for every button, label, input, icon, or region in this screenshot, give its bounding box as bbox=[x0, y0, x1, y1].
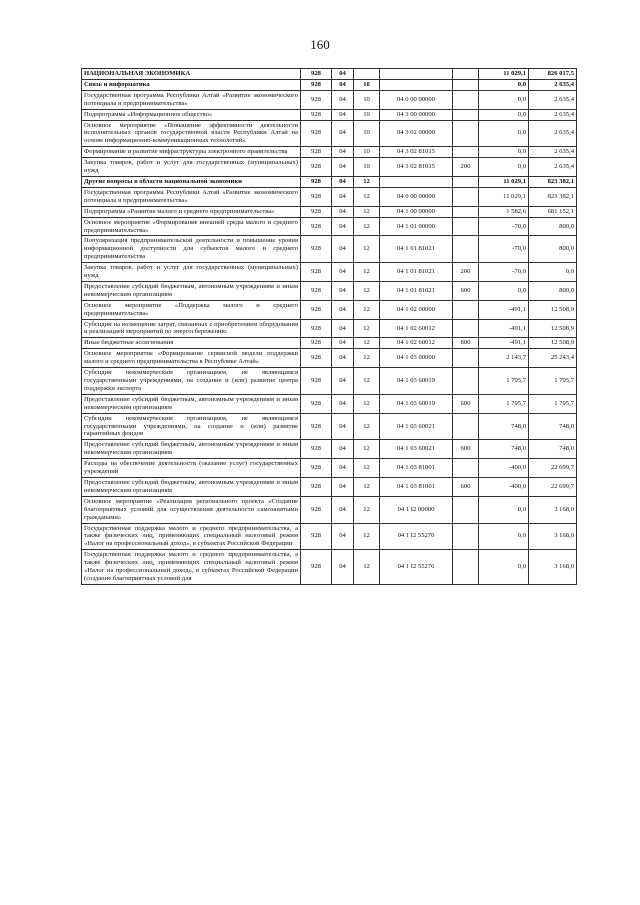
ministry-code-cell: 928 bbox=[301, 90, 332, 109]
section-code-cell: 04 bbox=[332, 90, 354, 109]
ministry-code-cell: 928 bbox=[301, 550, 332, 585]
target-article-cell: 04 1 01 00000 bbox=[380, 217, 453, 236]
amount-change-cell: 0,0 bbox=[479, 90, 529, 109]
table-row bbox=[82, 236, 577, 263]
ministry-code-cell: 928 bbox=[301, 79, 332, 90]
subsection-code-cell: 10 bbox=[354, 147, 380, 158]
section-code-cell: 04 bbox=[332, 206, 354, 217]
table-row bbox=[82, 263, 577, 282]
section-code-cell: 04 bbox=[332, 523, 354, 550]
row-name-cell: Подпрограмма «Информационное общество» bbox=[82, 109, 301, 120]
row-name-cell: Предоставление субсидий бюджетным, автономным учреждениям и иным некоммерческим организациям bbox=[82, 477, 301, 496]
amount-change-cell: 1 582,6 bbox=[479, 206, 529, 217]
expense-kind-cell bbox=[453, 550, 479, 585]
table-row bbox=[82, 338, 577, 349]
section-code-cell: 04 bbox=[332, 300, 354, 319]
section-code-cell: 04 bbox=[332, 263, 354, 282]
ministry-code-cell: 928 bbox=[301, 281, 332, 300]
row-name-cell: Субсидии некоммерческим организациям, не являющимся государственными учреждениями, на создание и (или) развитие центра поддержки экспорта bbox=[82, 368, 301, 395]
expense-kind-cell bbox=[453, 206, 479, 217]
amount-change-cell: 0,0 bbox=[479, 281, 529, 300]
target-article-cell: 04 1 I2 55270 bbox=[380, 523, 453, 550]
table-row bbox=[82, 349, 577, 368]
target-article-cell: 04 1 02 60012 bbox=[380, 319, 453, 338]
amount-change-cell: -491,1 bbox=[479, 319, 529, 338]
table-row bbox=[82, 217, 577, 236]
row-name-cell: Предоставление субсидий бюджетным, автономным учреждениям и иным некоммерческим организациям bbox=[82, 394, 301, 413]
table-row bbox=[82, 176, 577, 187]
expense-kind-cell bbox=[453, 69, 479, 80]
target-article-cell: 04 3 02 81015 bbox=[380, 147, 453, 158]
row-name-cell: Подпрограмма «Развитие малого и среднего предпринимательства» bbox=[82, 206, 301, 217]
row-name-cell: Закупка товаров, работ и услуг для государственных (муниципальных) нужд bbox=[82, 263, 301, 282]
ministry-code-cell: 928 bbox=[301, 236, 332, 263]
amount-change-cell: -70,0 bbox=[479, 236, 529, 263]
amount-change-cell: -70,0 bbox=[479, 217, 529, 236]
table-row bbox=[82, 281, 577, 300]
section-code-cell: 04 bbox=[332, 176, 354, 187]
subsection-code-cell: 12 bbox=[354, 440, 380, 459]
amount-total-cell: 823 382,1 bbox=[529, 187, 577, 206]
expense-kind-cell bbox=[453, 319, 479, 338]
row-name-cell: НАЦИОНАЛЬНАЯ ЭКОНОМИКА bbox=[82, 69, 301, 80]
target-article-cell: 04 1 03 60019 bbox=[380, 368, 453, 395]
row-name-cell: Расходы на обеспечение деятельности (оказание услуг) государственных учреждений bbox=[82, 459, 301, 478]
row-name-cell: Основное мероприятие «Повышение эффективности деятельности исполнительных органов государственной власти Республики Алтай на основе информационно-коммуникационных технологий» bbox=[82, 120, 301, 147]
ministry-code-cell: 928 bbox=[301, 440, 332, 459]
table-row bbox=[82, 79, 577, 90]
row-name-cell: Иные бюджетные ассигнования bbox=[82, 338, 301, 349]
section-code-cell: 04 bbox=[332, 109, 354, 120]
expense-kind-cell bbox=[453, 368, 479, 395]
subsection-code-cell: 10 bbox=[354, 109, 380, 120]
expense-kind-cell bbox=[453, 147, 479, 158]
expense-kind-cell bbox=[453, 300, 479, 319]
row-name-cell: Государственная поддержка малого и среднего предпринимательства, а также физических лиц, применяющих специальный налоговый режим «Налог на профессиональный доход», в субъектах Российской Федерации (создание благоприятных условий для bbox=[82, 550, 301, 585]
expense-kind-cell: 200 bbox=[453, 263, 479, 282]
subsection-code-cell: 10 bbox=[354, 90, 380, 109]
section-code-cell: 04 bbox=[332, 477, 354, 496]
row-name-cell: Основное мероприятие «Реализация регионального проекта «Создание благоприятных условий для осуществления деятельности самозанятыми гражданами» bbox=[82, 496, 301, 523]
amount-change-cell: 0,0 bbox=[479, 109, 529, 120]
section-code-cell: 04 bbox=[332, 413, 354, 440]
subsection-code-cell: 12 bbox=[354, 496, 380, 523]
amount-total-cell: 22 699,7 bbox=[529, 459, 577, 478]
amount-change-cell: 748,0 bbox=[479, 440, 529, 459]
expense-kind-cell: 600 bbox=[453, 394, 479, 413]
subsection-code-cell: 12 bbox=[354, 394, 380, 413]
table-row bbox=[82, 206, 577, 217]
table-row bbox=[82, 90, 577, 109]
target-article-cell: 04 1 03 60021 bbox=[380, 413, 453, 440]
target-article-cell: 04 1 01 81021 bbox=[380, 263, 453, 282]
ministry-code-cell: 928 bbox=[301, 120, 332, 147]
amount-change-cell: -491,1 bbox=[479, 338, 529, 349]
amount-total-cell: 0,0 bbox=[529, 263, 577, 282]
table-row bbox=[82, 187, 577, 206]
amount-total-cell: 2 635,4 bbox=[529, 158, 577, 177]
row-name-cell: Закупка товаров, работ и услуг для государственных (муниципальных) нужд bbox=[82, 158, 301, 177]
target-article-cell: 04 3 00 00000 bbox=[380, 109, 453, 120]
section-code-cell: 04 bbox=[332, 440, 354, 459]
subsection-code-cell: 12 bbox=[354, 263, 380, 282]
target-article-cell: 04 3 02 81015 bbox=[380, 158, 453, 177]
section-code-cell: 04 bbox=[332, 236, 354, 263]
target-article-cell bbox=[380, 69, 453, 80]
row-name-cell: Связь и информатика bbox=[82, 79, 301, 90]
target-article-cell: 04 1 02 00000 bbox=[380, 300, 453, 319]
section-code-cell: 04 bbox=[332, 368, 354, 395]
subsection-code-cell: 12 bbox=[354, 523, 380, 550]
amount-total-cell: 2 635,4 bbox=[529, 90, 577, 109]
target-article-cell bbox=[380, 79, 453, 90]
target-article-cell: 04 1 03 00000 bbox=[380, 349, 453, 368]
subsection-code-cell: 12 bbox=[354, 300, 380, 319]
ministry-code-cell: 928 bbox=[301, 413, 332, 440]
expense-kind-cell bbox=[453, 496, 479, 523]
row-name-cell: Основное мероприятие «Формирование внешней среды малого и среднего предпринимательства» bbox=[82, 217, 301, 236]
table-row bbox=[82, 413, 577, 440]
ministry-code-cell: 928 bbox=[301, 349, 332, 368]
row-name-cell: Другие вопросы в области национальной экономики bbox=[82, 176, 301, 187]
table-row bbox=[82, 523, 577, 550]
ministry-code-cell: 928 bbox=[301, 338, 332, 349]
target-article-cell: 04 1 01 81021 bbox=[380, 236, 453, 263]
target-article-cell: 04 1 I2 00000 bbox=[380, 496, 453, 523]
amount-change-cell: -400,0 bbox=[479, 477, 529, 496]
subsection-code-cell: 12 bbox=[354, 176, 380, 187]
amount-total-cell: 3 168,0 bbox=[529, 550, 577, 585]
ministry-code-cell: 928 bbox=[301, 459, 332, 478]
subsection-code-cell: 12 bbox=[354, 319, 380, 338]
amount-total-cell: 826 017,5 bbox=[529, 69, 577, 80]
target-article-cell bbox=[380, 176, 453, 187]
target-article-cell: 04 0 00 00000 bbox=[380, 187, 453, 206]
table-body bbox=[82, 69, 577, 585]
amount-change-cell: 0,0 bbox=[479, 550, 529, 585]
amount-change-cell: 0,0 bbox=[479, 496, 529, 523]
amount-total-cell: 1 795,7 bbox=[529, 394, 577, 413]
section-code-cell: 04 bbox=[332, 394, 354, 413]
subsection-code-cell: 12 bbox=[354, 281, 380, 300]
target-article-cell: 04 1 02 60012 bbox=[380, 338, 453, 349]
amount-total-cell: 800,0 bbox=[529, 281, 577, 300]
amount-change-cell: 0,0 bbox=[479, 158, 529, 177]
amount-change-cell: -400,0 bbox=[479, 459, 529, 478]
subsection-code-cell: 12 bbox=[354, 349, 380, 368]
amount-total-cell: 22 699,7 bbox=[529, 477, 577, 496]
subsection-code-cell: 12 bbox=[354, 459, 380, 478]
subsection-code-cell: 12 bbox=[354, 477, 380, 496]
amount-total-cell: 800,0 bbox=[529, 217, 577, 236]
section-code-cell: 04 bbox=[332, 79, 354, 90]
ministry-code-cell: 928 bbox=[301, 158, 332, 177]
amount-change-cell: 0,0 bbox=[479, 147, 529, 158]
expense-kind-cell bbox=[453, 217, 479, 236]
amount-total-cell: 2 635,4 bbox=[529, 147, 577, 158]
section-code-cell: 04 bbox=[332, 550, 354, 585]
target-article-cell: 04 1 03 81001 bbox=[380, 459, 453, 478]
expense-kind-cell bbox=[453, 120, 479, 147]
amount-total-cell: 800,0 bbox=[529, 236, 577, 263]
target-article-cell: 04 1 I2 55276 bbox=[380, 550, 453, 585]
section-code-cell: 04 bbox=[332, 281, 354, 300]
table-row bbox=[82, 394, 577, 413]
amount-change-cell: 2 143,7 bbox=[479, 349, 529, 368]
amount-change-cell: 0,0 bbox=[479, 120, 529, 147]
amount-total-cell: 3 168,0 bbox=[529, 523, 577, 550]
row-name-cell: Предоставление субсидий бюджетным, автономным учреждениям и иным некоммерческим организациям bbox=[82, 440, 301, 459]
subsection-code-cell: 10 bbox=[354, 79, 380, 90]
target-article-cell: 04 1 03 81001 bbox=[380, 477, 453, 496]
ministry-code-cell: 928 bbox=[301, 394, 332, 413]
expense-kind-cell bbox=[453, 109, 479, 120]
section-code-cell: 04 bbox=[332, 338, 354, 349]
section-code-cell: 04 bbox=[332, 120, 354, 147]
target-article-cell: 04 1 01 81021 bbox=[380, 281, 453, 300]
row-name-cell: Субсидии на возмещение затрат, связанных с приобретением оборудования и реализацией мероприятий по энергосбережению bbox=[82, 319, 301, 338]
row-name-cell: Основное мероприятие «Формирование сервисной модели поддержки малого и среднего предпринимательства в Республике Алтай» bbox=[82, 349, 301, 368]
subsection-code-cell: 12 bbox=[354, 413, 380, 440]
row-name-cell: Предоставление субсидий бюджетным, автономным учреждениям и иным некоммерческим организациям bbox=[82, 281, 301, 300]
expense-kind-cell bbox=[453, 187, 479, 206]
expense-kind-cell: 600 bbox=[453, 477, 479, 496]
amount-change-cell: 11 029,1 bbox=[479, 187, 529, 206]
subsection-code-cell: 12 bbox=[354, 217, 380, 236]
subsection-code-cell: 10 bbox=[354, 120, 380, 147]
expense-kind-cell bbox=[453, 413, 479, 440]
section-code-cell: 04 bbox=[332, 459, 354, 478]
table-row bbox=[82, 368, 577, 395]
ministry-code-cell: 928 bbox=[301, 523, 332, 550]
expense-kind-cell bbox=[453, 459, 479, 478]
ministry-code-cell: 928 bbox=[301, 187, 332, 206]
expense-kind-cell bbox=[453, 90, 479, 109]
table-row bbox=[82, 477, 577, 496]
amount-total-cell: 25 243,4 bbox=[529, 349, 577, 368]
target-article-cell: 04 1 03 60021 bbox=[380, 440, 453, 459]
subsection-code-cell: 10 bbox=[354, 158, 380, 177]
amount-total-cell: 2 635,4 bbox=[529, 79, 577, 90]
target-article-cell: 04 0 00 00000 bbox=[380, 90, 453, 109]
amount-total-cell: 12 508,9 bbox=[529, 319, 577, 338]
amount-total-cell: 823 382,1 bbox=[529, 176, 577, 187]
expense-kind-cell: 600 bbox=[453, 281, 479, 300]
ministry-code-cell: 928 bbox=[301, 477, 332, 496]
amount-change-cell: -491,1 bbox=[479, 300, 529, 319]
row-name-cell: Государственная поддержка малого и среднего предпринимательства, а также физических лиц, применяющих специальный налоговый режим «Налог на профессиональный доход», в субъектах Российской Федерации bbox=[82, 523, 301, 550]
amount-total-cell: 2 635,4 bbox=[529, 109, 577, 120]
subsection-code-cell bbox=[354, 69, 380, 80]
amount-change-cell: 11 029,1 bbox=[479, 69, 529, 80]
amount-total-cell: 3 168,0 bbox=[529, 496, 577, 523]
subsection-code-cell: 12 bbox=[354, 338, 380, 349]
expense-kind-cell bbox=[453, 236, 479, 263]
amount-change-cell: 1 795,7 bbox=[479, 394, 529, 413]
table-row bbox=[82, 69, 577, 80]
ministry-code-cell: 928 bbox=[301, 300, 332, 319]
section-code-cell: 04 bbox=[332, 319, 354, 338]
ministry-code-cell: 928 bbox=[301, 147, 332, 158]
ministry-code-cell: 928 bbox=[301, 368, 332, 395]
amount-change-cell: 0,0 bbox=[479, 523, 529, 550]
table-row bbox=[82, 459, 577, 478]
section-code-cell: 04 bbox=[332, 496, 354, 523]
table-row bbox=[82, 550, 577, 585]
expense-kind-cell: 200 bbox=[453, 158, 479, 177]
target-article-cell: 04 3 02 00000 bbox=[380, 120, 453, 147]
section-code-cell: 04 bbox=[332, 217, 354, 236]
row-name-cell: Государственная программа Республики Алтай «Развитие экономического потенциала и предпринимательства» bbox=[82, 90, 301, 109]
subsection-code-cell: 12 bbox=[354, 236, 380, 263]
table-row bbox=[82, 109, 577, 120]
amount-total-cell: 12 508,9 bbox=[529, 338, 577, 349]
amount-total-cell: 2 635,4 bbox=[529, 120, 577, 147]
ministry-code-cell: 928 bbox=[301, 109, 332, 120]
section-code-cell: 04 bbox=[332, 349, 354, 368]
row-name-cell: Субсидии некоммерческим организациям, не являющимся государственными учреждениями, на создание и (или) развитие гарантийных фондов bbox=[82, 413, 301, 440]
subsection-code-cell: 12 bbox=[354, 368, 380, 395]
amount-change-cell: 0,0 bbox=[479, 79, 529, 90]
ministry-code-cell: 928 bbox=[301, 496, 332, 523]
amount-change-cell: -70,0 bbox=[479, 263, 529, 282]
amount-total-cell: 748,0 bbox=[529, 413, 577, 440]
table-row bbox=[82, 158, 577, 177]
amount-total-cell: 12 508,9 bbox=[529, 300, 577, 319]
table-row bbox=[82, 440, 577, 459]
amount-change-cell: 748,0 bbox=[479, 413, 529, 440]
subsection-code-cell: 12 bbox=[354, 550, 380, 585]
expense-kind-cell bbox=[453, 79, 479, 90]
ministry-code-cell: 928 bbox=[301, 263, 332, 282]
table-row bbox=[82, 147, 577, 158]
amount-change-cell: 1 795,7 bbox=[479, 368, 529, 395]
section-code-cell: 04 bbox=[332, 147, 354, 158]
expense-kind-cell bbox=[453, 349, 479, 368]
expense-kind-cell bbox=[453, 523, 479, 550]
subsection-code-cell: 12 bbox=[354, 206, 380, 217]
expense-kind-cell: 800 bbox=[453, 338, 479, 349]
expense-kind-cell bbox=[453, 176, 479, 187]
subsection-code-cell: 12 bbox=[354, 187, 380, 206]
section-code-cell: 04 bbox=[332, 69, 354, 80]
ministry-code-cell: 928 bbox=[301, 176, 332, 187]
budget-table bbox=[81, 68, 577, 585]
table-row bbox=[82, 300, 577, 319]
table-row bbox=[82, 319, 577, 338]
row-name-cell: Государственная программа Республики Алтай «Развитие экономического потенциала и предпринимательства» bbox=[82, 187, 301, 206]
ministry-code-cell: 928 bbox=[301, 217, 332, 236]
amount-total-cell: 748,0 bbox=[529, 440, 577, 459]
row-name-cell: Популяризация предпринимательской деятельности и повышение уровня информационной доступности для субъектов малого и среднего предпринимательства bbox=[82, 236, 301, 263]
target-article-cell: 04 1 03 60019 bbox=[380, 394, 453, 413]
page-number: 160 bbox=[310, 37, 330, 52]
ministry-code-cell: 928 bbox=[301, 319, 332, 338]
table-row bbox=[82, 120, 577, 147]
section-code-cell: 04 bbox=[332, 158, 354, 177]
row-name-cell: Формирование и развитие инфраструктуры электронного правительства bbox=[82, 147, 301, 158]
section-code-cell: 04 bbox=[332, 187, 354, 206]
row-name-cell: Основное мероприятие «Поддержка малого и среднего предпринимательства» bbox=[82, 300, 301, 319]
table-row bbox=[82, 496, 577, 523]
amount-change-cell: 11 029,1 bbox=[479, 176, 529, 187]
expense-kind-cell: 600 bbox=[453, 440, 479, 459]
ministry-code-cell: 928 bbox=[301, 69, 332, 80]
target-article-cell: 04 1 00 00000 bbox=[380, 206, 453, 217]
ministry-code-cell: 928 bbox=[301, 206, 332, 217]
amount-total-cell: 681 152,1 bbox=[529, 206, 577, 217]
amount-total-cell: 1 795,7 bbox=[529, 368, 577, 395]
